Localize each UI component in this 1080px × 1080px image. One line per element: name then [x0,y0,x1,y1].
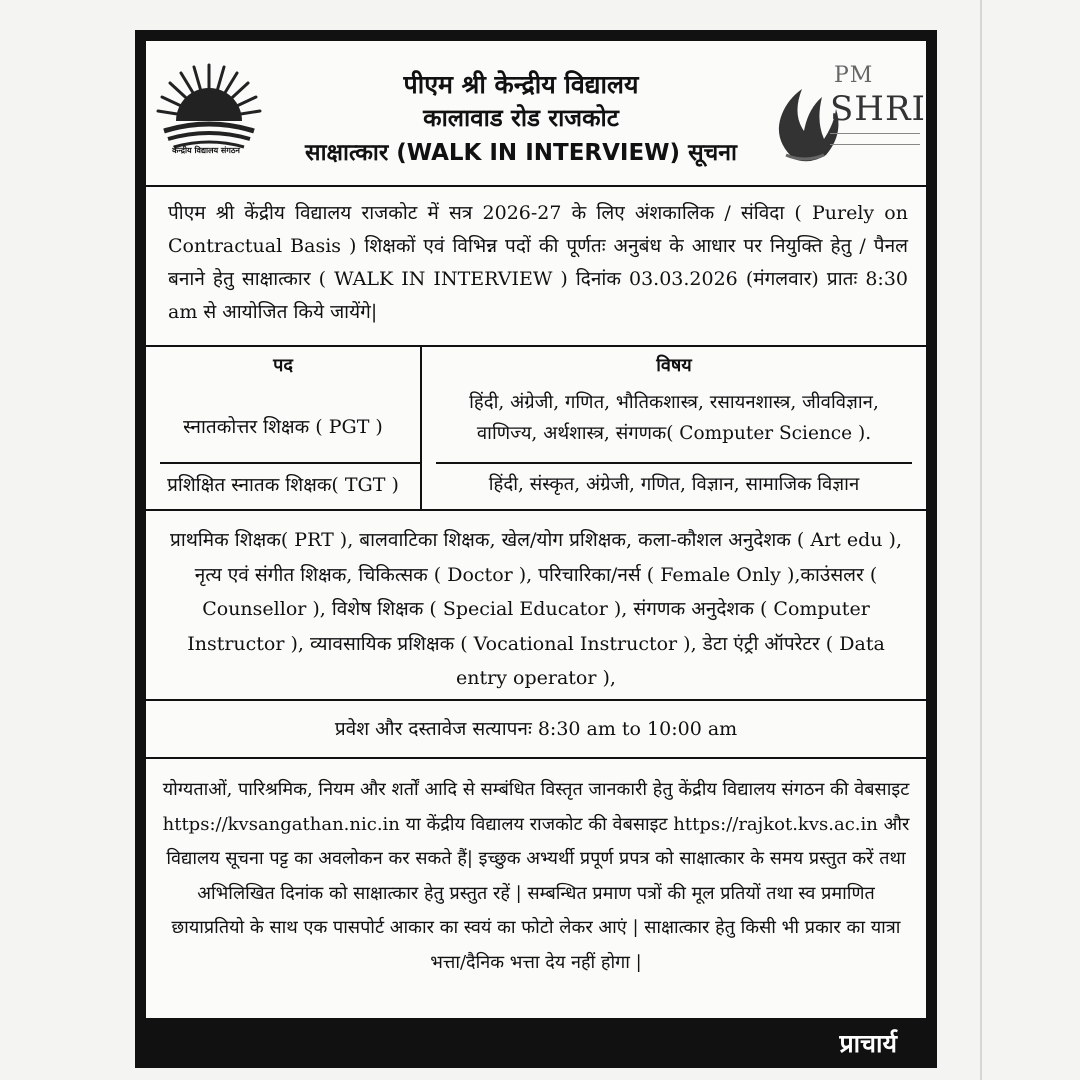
posts-table [146,347,926,511]
other-posts-section [146,511,926,701]
intro-section [146,185,926,347]
row-divider [436,462,912,464]
principal-signature: प्राचार्य [839,1029,897,1058]
kvs-logo-caption: केन्द्रीय विद्यालय संगठन [172,146,240,155]
details-section [146,759,926,1018]
subject-column [422,347,926,509]
pm-shri-logo-shri: SHRI [830,89,926,129]
timing-section [146,701,926,759]
school-location: कालावाड रोड राजकोट [423,104,619,132]
table-row-subjects: हिंदी, अंग्रेजी, गणित, भौतिकशास्त्र, रसायनशास्त्र, जीवविज्ञान, वाणिज्य, अर्थशास्त्र, संगणक( Computer Science ). [469,392,879,444]
pm-shri-logo-pm: PM [834,63,874,88]
notice-header [146,41,926,185]
other-posts-list: प्राथमिक शिक्षक( PRT ), बालवाटिका शिक्षक, खेल/योग प्रशिक्षक, कला-कौशल अनुदेशक ( Art edu ), नृत्य एवं संगीत शिक्षक, चिकित्सक ( Doctor ), परिचारिका/नर्स ( Female Only ),काउंसलर ( Counsellor ), विशेष शिक्षक ( Special Educator ), संगणक अनुदेशक ( Computer Instructor ), व्यावसायिक प्रशिक्षक ( Vocational Instructor ), डेटा एंट्री ऑपरेटर ( Data entry operator ), [170,529,902,689]
table-row-subjects: हिंदी, संस्कृत, अंग्रेजी, गणित, विज्ञान, सामाजिक विज्ञान [488,474,860,495]
details-paragraph: योग्यताओं, पारिश्रमिक, नियम और शर्तों आदि से सम्बंधित विस्तृत जानकारी हेतु केंद्रीय विद्यालय संगठन की वेबसाइट https://kvsangathan.nic.in या केंद्रीय विद्यालय राजकोट की वेबसाइट https://rajkot.kvs.ac.in और विद्यालय सूचना पट्ट का अवलोकन कर सकते हैं| इच्छुक अभ्यर्थी प्रपूर्ण प्रपत्र को साक्षात्कार के समय प्रस्तुत करें तथा अभिलिखित दिनांक को साक्षात्कार हेतु प्रस्तुत रहें | सम्बन्धित प्रमाण पत्रों की मूल प्रतियों तथा स्व प्रमाणित छायाप्रतियो के साथ एक पासपोर्ट आकार का स्वयं का फोटो लेकर आएं | साक्षात्कार हेतु किसी भी प्रकार का यात्रा भत्ता/दैनिक भत्ता देय नहीं होगा | [162,779,910,973]
post-column-header: पद [273,355,293,376]
school-name: पीएम श्री केन्द्रीय विद्यालय [403,70,639,99]
intro-paragraph: पीएम श्री केंद्रीय विद्यालय राजकोट में सत्र 2026-27 के लिए अंशकालिक / संविदा ( Purely on Contractual Basis ) शिक्षकों एवं विभिन्न पदों की पूर्णतः अनुबंध के आधार पर नियुक्ति हेतु / पैनल बनाने हेतु साक्षात्कार ( WALK IN INTERVIEW ) दिनांक 03.03.2026 (मंगलवार) प्रातः 8:30 am से आयोजित किये जायेंगे| [168,202,908,323]
post-column [146,347,422,509]
row-divider [160,462,422,464]
notice-frame [135,30,937,1068]
scan-edge-line [980,0,982,1080]
pm-shri-logo-underline [830,133,920,145]
table-row-post: स्नातकोत्तर शिक्षक ( PGT ) [183,416,383,438]
notice-body [146,41,926,1018]
table-row-post: प्रशिक्षित स्नातक शिक्षक( TGT ) [167,474,399,496]
kvs-sun-logo-icon [154,57,264,177]
notice-title: साक्षात्कार (WALK IN INTERVIEW) सूचना [305,140,737,166]
entry-verification-time: प्रवेश और दस्तावेज सत्यापनः 8:30 am to 10:00 am [334,718,738,740]
subject-column-header: विषय [656,355,692,376]
